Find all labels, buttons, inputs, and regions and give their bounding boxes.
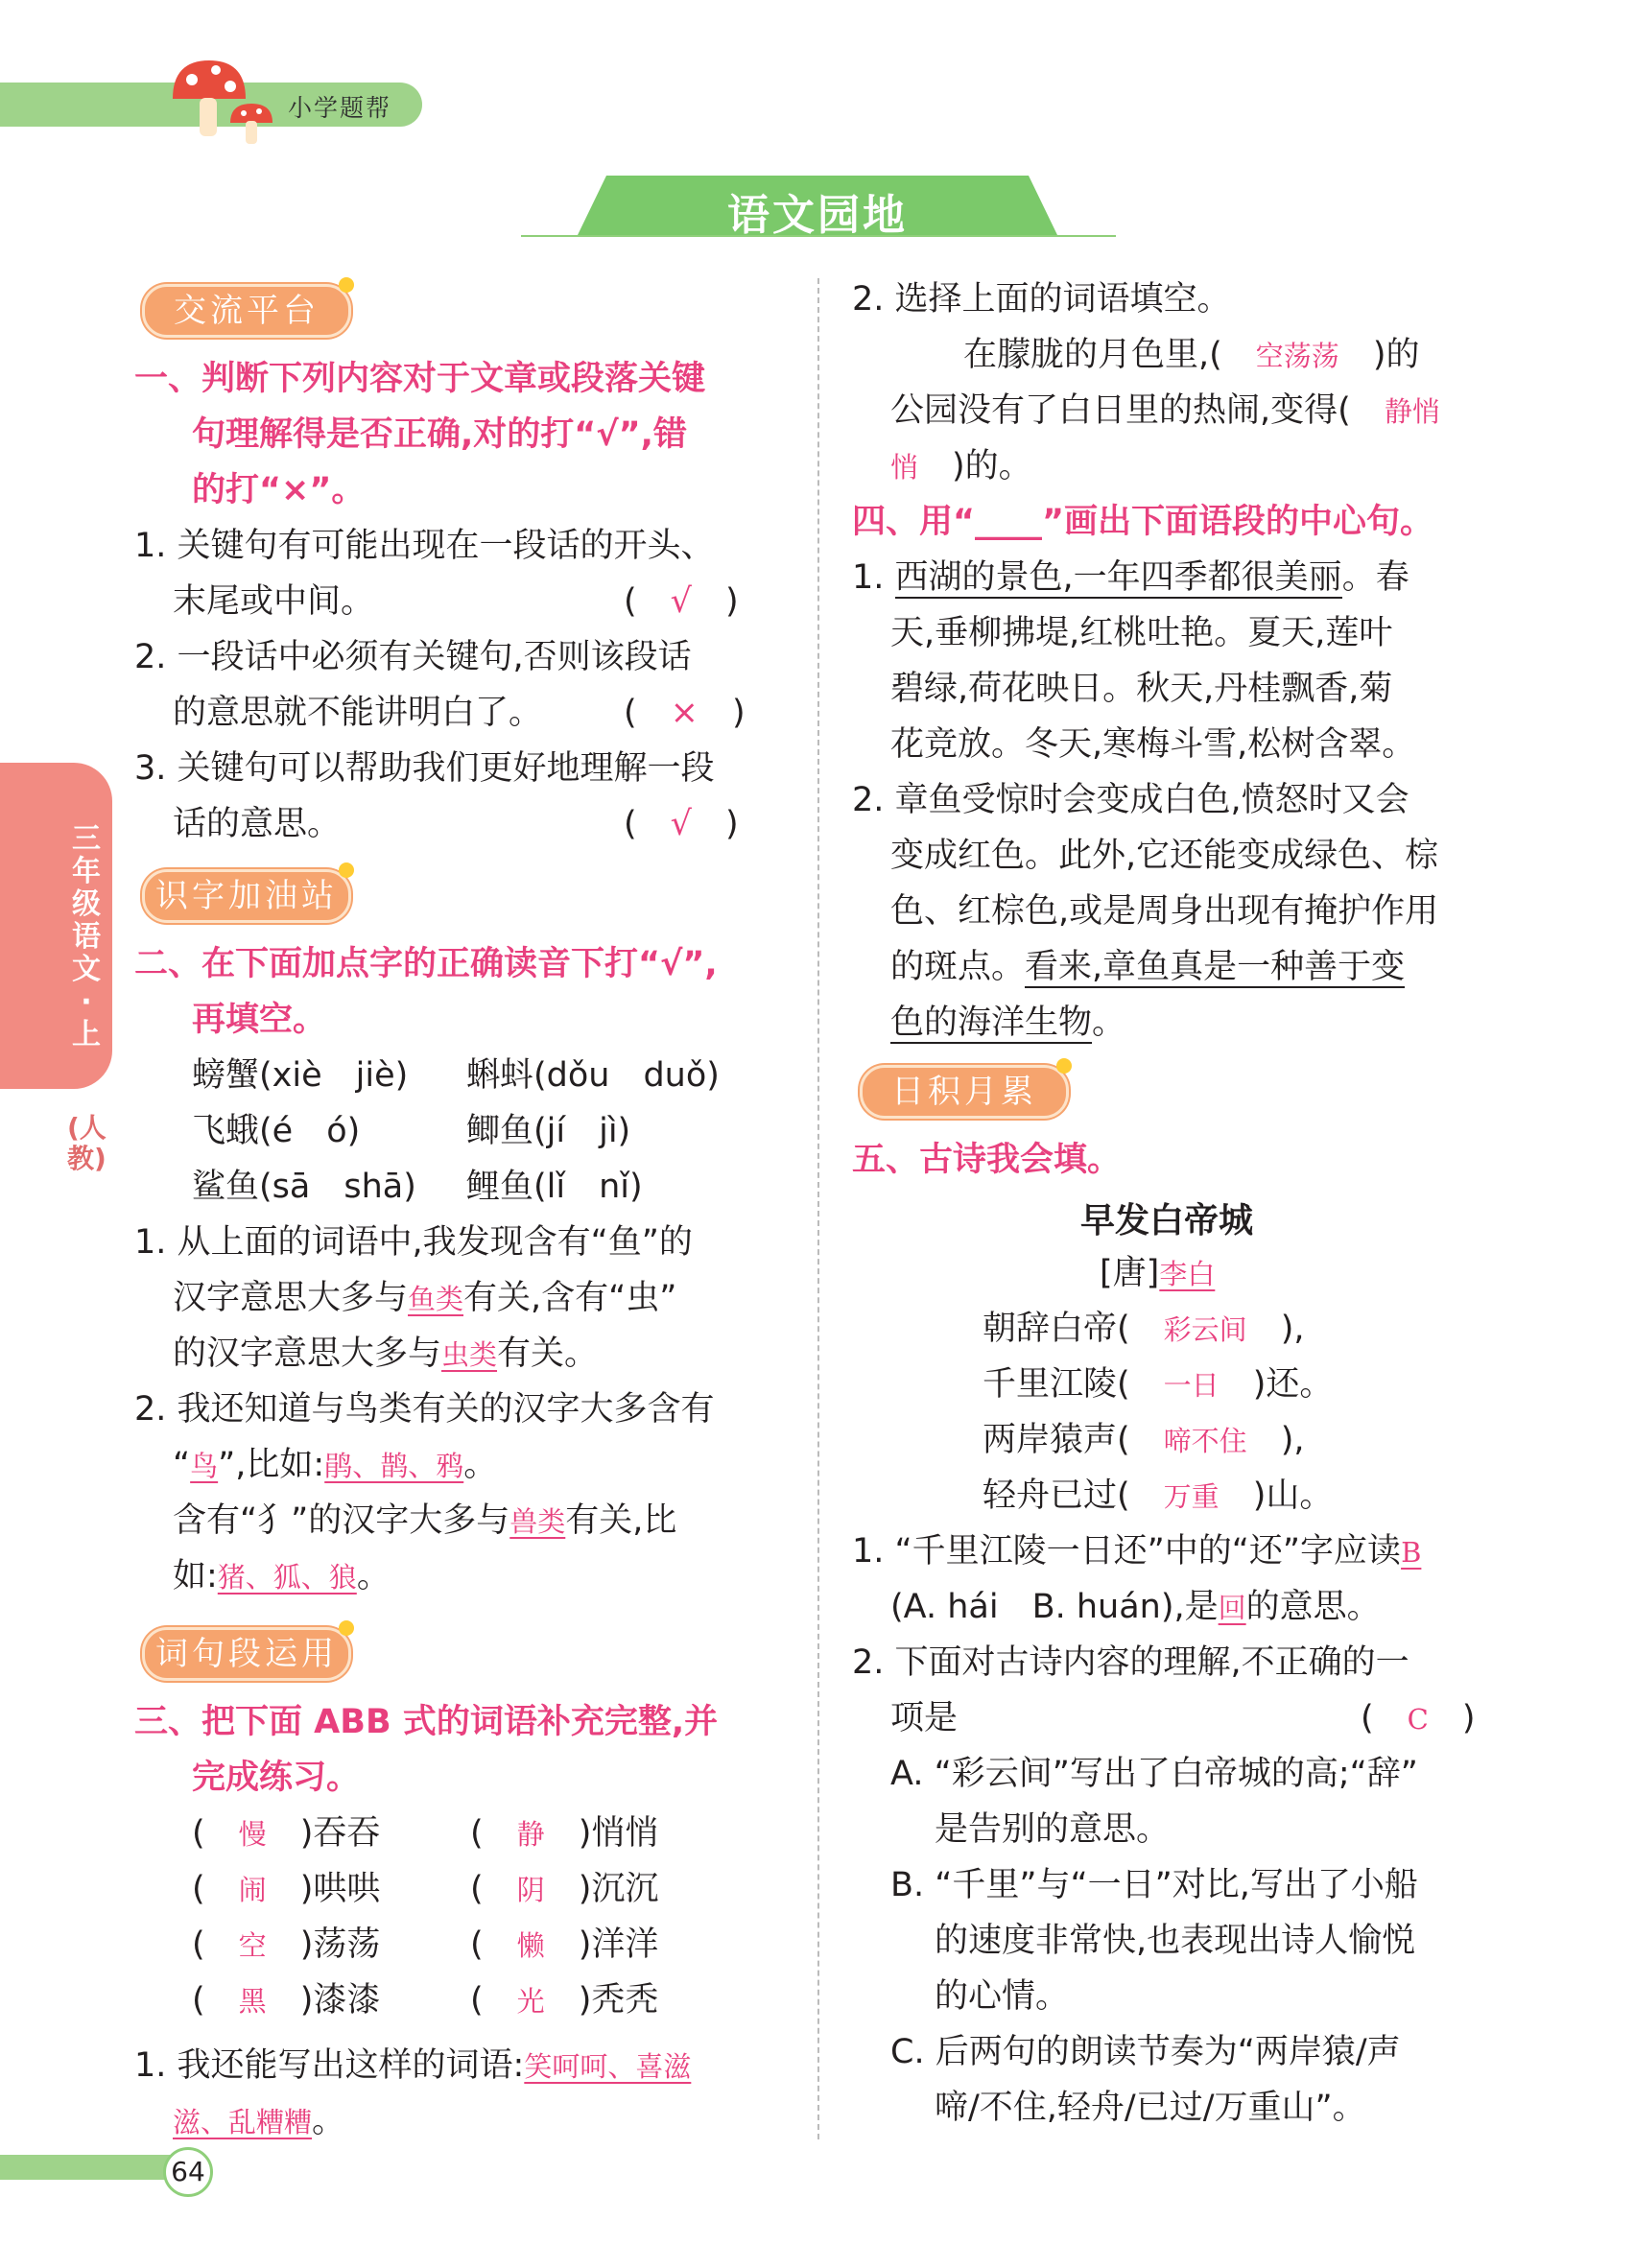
poem-answer: 一日 [1163, 1369, 1220, 1402]
text: 的意思。 [1245, 1588, 1381, 1626]
option-a-line1: A. “彩云间”写出了白帝城的高;“辞” [890, 1755, 1418, 1793]
q4-item1-line2: 天,垂柳拂堤,红桃吐艳。夏天,莲叶 [890, 614, 1393, 652]
abb-row-3b: ( 懒 )洋洋 [470, 1925, 659, 1964]
text: )还。 [1252, 1365, 1334, 1404]
star-icon [339, 1620, 354, 1636]
option-a-line2: 是告别的意思。 [935, 1810, 1171, 1849]
q3-title-1: 三、把下面 ABB 式的词语补充完整,并 [134, 1703, 719, 1741]
q1-item2-answer: × [670, 694, 699, 732]
q2-item2-line4 [173, 1548, 391, 1605]
q4-item2-line2: 变成红色。此外,它还能变成绿色、棕 [890, 837, 1439, 875]
q4-item1-center-sentence: 西湖的景色,一年四季都很美丽 [894, 558, 1342, 597]
abb-answer: 懒 [516, 1929, 545, 1962]
text: 含有“犭”的汉字大多与 [173, 1501, 510, 1540]
pill-label: 日积月累 [891, 1073, 1037, 1111]
q5-item1-answer1: B [1401, 1536, 1422, 1569]
text: “ [173, 1446, 191, 1484]
q2-title-1: 二、在下面加点字的正确读音下打“√”, [134, 945, 718, 983]
q2-item2-answer3: 兽类 [509, 1505, 566, 1538]
abb-answer: 黑 [238, 1985, 267, 2018]
poem-line-2 [983, 1357, 1333, 1413]
q1-item2-line2: 的意思就不能讲明白了。 [173, 694, 543, 732]
text: 1. [852, 558, 885, 597]
q5-title: 五、古诗我会填。 [852, 1141, 1122, 1179]
q4-item2-line4 [890, 939, 1405, 995]
text: 。 [356, 1557, 391, 1595]
q2-item2-line1: 2. 我还知道与鸟类有关的汉字大多含有 [134, 1390, 715, 1429]
section-pill-literacy [142, 869, 351, 923]
q2-item1-answer2: 虫类 [441, 1338, 498, 1371]
poem-line-4 [983, 1468, 1333, 1524]
q1-item3-answer: √ [670, 805, 692, 843]
q1-title-1: 一、判断下列内容对于文章或段落关键 [134, 360, 706, 398]
mushroom-icon [163, 56, 278, 152]
pill-label: 词句段运用 [155, 1635, 338, 1673]
q1-item1-line1: 1. 关键句有可能出现在一段话的开头、 [134, 527, 715, 565]
abb-answer: 慢 [238, 1818, 267, 1851]
q3-item2-answer2: 静悄 [1384, 395, 1440, 428]
q4-item2-line1: 2. 章鱼受惊时会变成白色,愤怒时又会 [852, 781, 1409, 819]
q2-item1-line2 [173, 1270, 676, 1327]
q3-item2-answer1: 空荡荡 [1255, 340, 1339, 372]
q4-item2-center-sentence-cont: 色的海洋生物 [890, 1004, 1093, 1042]
abb-answer: 光 [516, 1985, 545, 2018]
q2-title-2: 再填空。 [192, 1001, 327, 1039]
q3-item1-line1 [134, 2038, 691, 2094]
pill-label: 交流平台 [174, 292, 320, 330]
abb-word: )荡荡 [299, 1925, 381, 1964]
q2-item2-answer2: 鹃、鹊、鸦 [324, 1450, 464, 1482]
text: 1. “千里江陵一日还”中的“还”字应读 [852, 1532, 1402, 1571]
q4-item2-line3: 色、红棕色,或是周身出现有掩护作用 [890, 892, 1439, 931]
pinyin-kedou: 蝌蚪(dǒu duǒ) [466, 1056, 720, 1095]
text: 千里江陵( [983, 1365, 1130, 1404]
q3-item2-answer2-cont: 悄 [890, 451, 919, 484]
abb-row-2b: ( 阴 )沉沉 [470, 1870, 659, 1908]
text: 两岸猿声( [983, 1421, 1130, 1459]
q3-item2-line2 [963, 327, 1419, 384]
q2-item1-line1: 1. 从上面的词语中,我发现含有“鱼”的 [134, 1223, 693, 1262]
q4-item2-center-sentence: 看来,章鱼真是一种善于变 [1025, 948, 1406, 986]
q1-title-3: 的打“×”。 [192, 471, 366, 509]
abb-row-1b: ( 静 )悄悄 [470, 1814, 659, 1853]
q2-item1-line3 [173, 1326, 598, 1382]
text: )的。 [952, 447, 1032, 485]
text: 有关,比 [565, 1501, 677, 1540]
text: 1. 我还能写出这样的词语: [134, 2046, 525, 2085]
section-pill-exchange [142, 284, 351, 338]
abb-row-2: ( 闹 )哄哄 [192, 1870, 381, 1908]
abb-row-4b: ( 光 )秃秃 [470, 1981, 659, 2020]
q5-item1-line2 [890, 1579, 1381, 1636]
abb-word: )哄哄 [299, 1870, 381, 1908]
q4-title: 四、用“____”画出下面语段的中心句。 [852, 503, 1434, 541]
text: 汉字意思大多与 [173, 1279, 409, 1317]
q5-item1-answer2: 回 [1218, 1592, 1246, 1624]
q3-item2-line3 [890, 383, 1440, 439]
q2-item2-answer1: 鸟 [190, 1450, 219, 1482]
q5-item2-answer: C [1407, 1703, 1429, 1736]
abb-answer: 空 [238, 1929, 267, 1962]
text: )的 [1372, 336, 1420, 374]
section-pill-accumulate [860, 1065, 1069, 1119]
q4-item1-line3: 碧绿,荷花映日。秋天,丹桂飘香,菊 [890, 670, 1393, 708]
text: 有关,含有“虫” [463, 1279, 677, 1317]
star-icon [339, 862, 354, 878]
text: 。 [312, 2102, 346, 2140]
poem-byline [1100, 1245, 1215, 1302]
option-b-line1: B. “千里”与“一日”对比,写出了小船 [890, 1866, 1418, 1904]
q1-item1-paren: ( √ ) [624, 582, 739, 621]
q2-item2-answer4: 猪、狐、狼 [217, 1561, 357, 1594]
q1-item3-line2: 话的意思。 [173, 805, 342, 843]
text: 如: [173, 1557, 218, 1595]
q4-item2-line5 [890, 995, 1125, 1051]
option-b-line3: 的心情。 [935, 1977, 1070, 2016]
star-icon [1056, 1058, 1072, 1074]
q3-item2-line1: 2. 选择上面的词语填空。 [852, 280, 1231, 319]
q3-item1-answer1: 笑呵呵、喜滋 [524, 2050, 692, 2083]
q1-item2-line1: 2. 一段话中必须有关键句,否则该段话 [134, 638, 692, 676]
poem-answer: 万重 [1163, 1480, 1220, 1513]
abb-answer: 静 [516, 1818, 545, 1851]
abb-word: )沉沉 [578, 1870, 659, 1908]
brand-name: 小学题帮 [288, 94, 392, 122]
poem-dynasty: [唐] [1100, 1254, 1160, 1292]
poem-title: 早发白帝城 [1080, 1201, 1254, 1240]
q4-item1-line4: 花竞放。冬天,寒梅斗雪,松树含翠。 [890, 725, 1416, 764]
text: ), [1280, 1310, 1305, 1348]
q5-item2-line2: 项是 [890, 1699, 959, 1737]
abb-row-4: ( 黑 )漆漆 [192, 1981, 381, 2020]
poem-answer: 彩云间 [1163, 1313, 1247, 1346]
text: )山。 [1252, 1477, 1334, 1515]
q1-item3-paren: ( √ ) [624, 805, 739, 843]
abb-word: )悄悄 [578, 1814, 659, 1853]
q5-item2-line1: 2. 下面对古诗内容的理解,不正确的一 [852, 1643, 1409, 1682]
text: 的斑点。 [890, 948, 1026, 986]
text: ”,比如: [218, 1446, 325, 1484]
text: 有关。 [497, 1335, 599, 1373]
poem-answer: 啼不住 [1163, 1425, 1247, 1457]
edition-label: (人教) [67, 1112, 107, 1174]
poem-author: 李白 [1159, 1258, 1216, 1290]
q1-title-2: 句理解得是否正确,对的打“√”,错 [192, 415, 687, 454]
text: 。 [1092, 1004, 1126, 1042]
q3-item1-answer2: 滋、乱糟糟 [173, 2106, 313, 2138]
q5-item2-paren: ( C ) [1361, 1699, 1476, 1737]
text: 在朦胧的月色里,( [963, 336, 1222, 374]
text: 朝辞白帝( [983, 1310, 1130, 1348]
abb-answer: 闹 [238, 1874, 267, 1906]
q2-item2-line2 [173, 1437, 497, 1494]
poem-line-1 [983, 1301, 1304, 1358]
q1-item3-line1: 3. 关键句可以帮助我们更好地理解一段 [134, 749, 715, 788]
q4-item1-line1 [852, 550, 1409, 605]
abb-word: )洋洋 [578, 1925, 659, 1964]
q3-item2-line4 [890, 438, 1032, 495]
q1-item1-answer: √ [670, 582, 692, 621]
q5-item1-line1 [852, 1524, 1421, 1580]
abb-row-3: ( 空 )荡荡 [192, 1925, 381, 1964]
page-title: 语文园地 [727, 191, 908, 240]
option-c-line2: 啼/不住,轻舟/已过/万重山”。 [935, 2089, 1366, 2127]
abb-row-1: ( 慢 )吞吞 [192, 1814, 381, 1853]
grade-label: 三年级语文·上 [72, 822, 101, 1051]
section-pill-usage [142, 1627, 351, 1681]
abb-word: )秃秃 [578, 1981, 659, 2020]
pinyin-jiyu: 鲫鱼(jí jì) [466, 1112, 631, 1150]
pinyin-liyu: 鲤鱼(lǐ nǐ) [466, 1168, 643, 1206]
poem-line-3 [983, 1412, 1304, 1469]
text: 的汉字意思大多与 [173, 1335, 442, 1373]
column-divider [817, 278, 819, 2139]
pinyin-pangxie: 螃蟹(xiè jiè) [192, 1056, 409, 1095]
option-b-line2: 的速度非常快,也表现出诗人愉悦 [935, 1922, 1416, 1960]
pinyin-feie: 飞蛾(é ó) [192, 1112, 361, 1150]
pill-label: 识字加油站 [155, 877, 338, 915]
abb-word: )吞吞 [299, 1814, 381, 1853]
text: (A. hái B. huán),是 [890, 1588, 1219, 1626]
text: 公园没有了白日里的热闹,变得( [890, 391, 1351, 430]
text: ), [1280, 1421, 1305, 1459]
q2-item2-line3 [173, 1493, 676, 1549]
page-number: 64 [163, 2147, 213, 2197]
option-c-line1: C. 后两句的朗读节奏为“两岸猿/声 [890, 2033, 1401, 2071]
q3-item1-line2 [173, 2093, 345, 2150]
text: 。春 [1341, 558, 1409, 597]
pinyin-shayu: 鲨鱼(sā shā) [192, 1168, 416, 1206]
q1-item2-paren: ( × ) [624, 694, 746, 732]
text: 轻舟已过( [983, 1477, 1130, 1515]
abb-word: )漆漆 [299, 1981, 381, 2020]
abb-answer: 阴 [516, 1874, 545, 1906]
star-icon [339, 277, 354, 293]
q3-title-2: 完成练习。 [192, 1759, 361, 1797]
text: 。 [463, 1446, 498, 1484]
q1-item1-line2: 末尾或中间。 [173, 582, 375, 621]
q2-item1-answer1: 鱼类 [408, 1283, 464, 1315]
